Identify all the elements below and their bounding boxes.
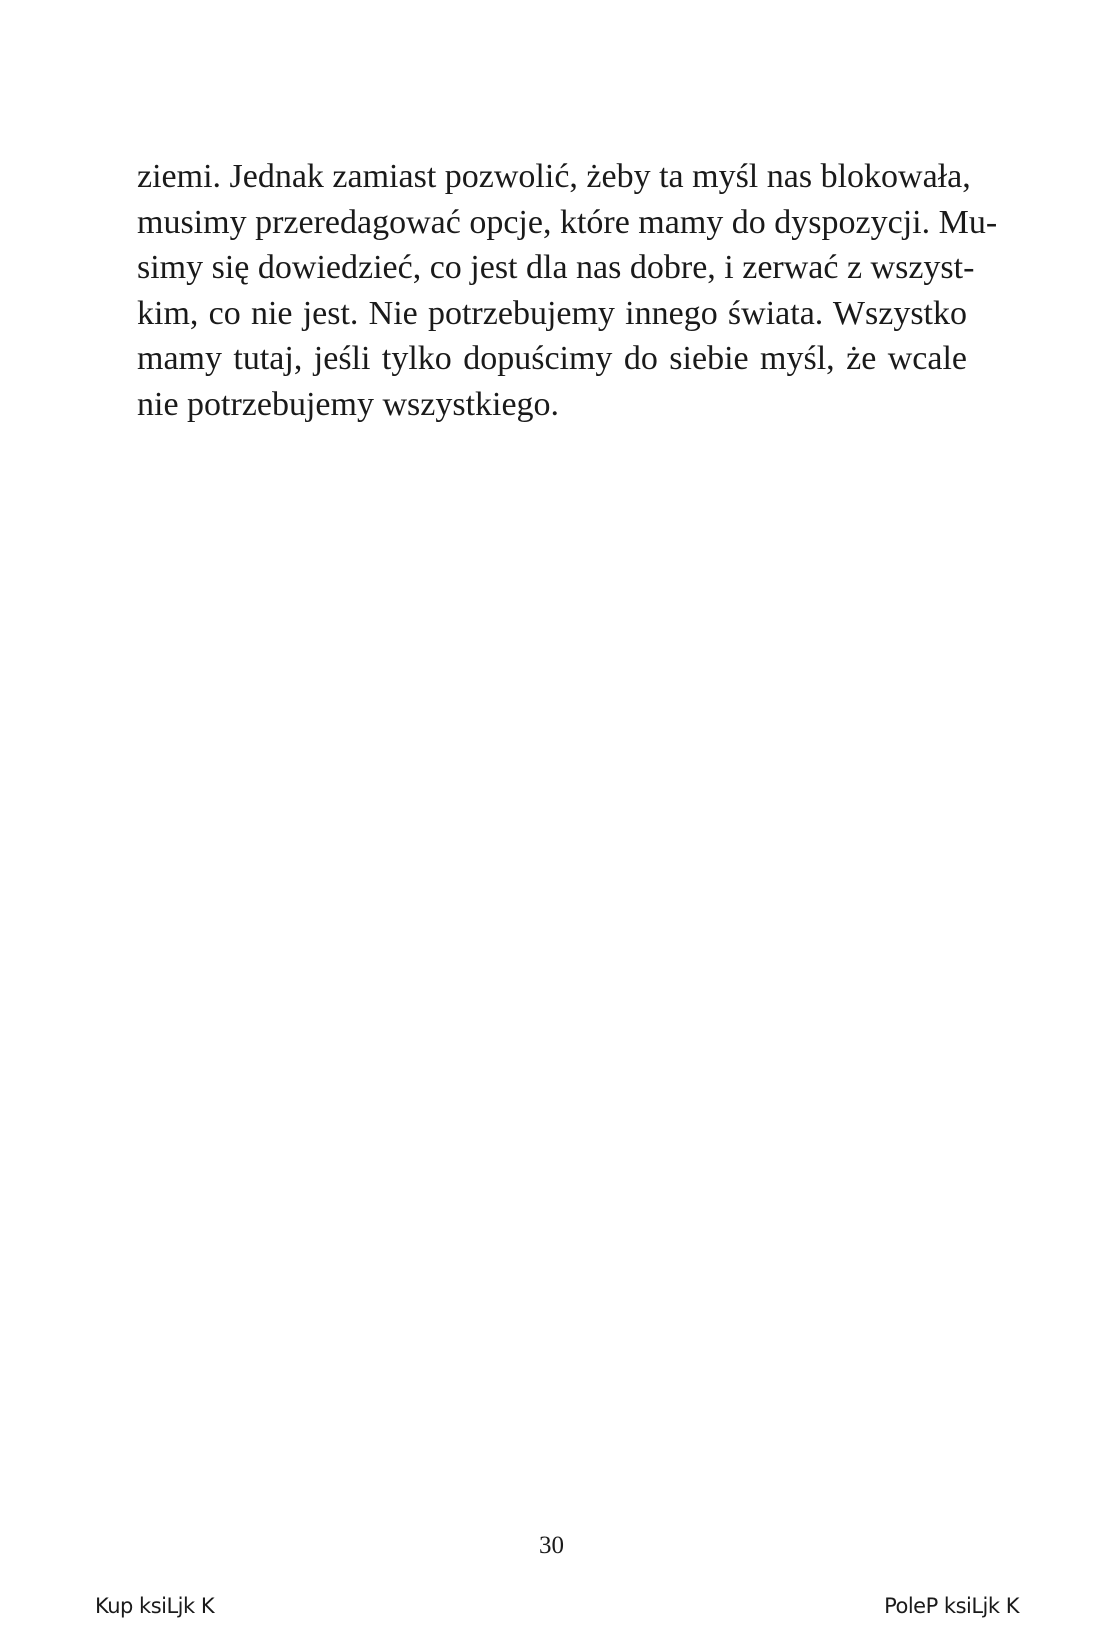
buy-book-link[interactable]: Kup ksiLjk K [95, 1594, 215, 1618]
text-line-3: simy się dowiedzieć, co jest dla nas dobre, i zerwać z wszyst- [137, 249, 975, 287]
text-line-5: mamy tutaj, jeśli tylko dopuścimy do siebie myśl, że wcale [137, 340, 967, 378]
paragraph [137, 154, 998, 428]
text-line-1: ziemi. Jednak zamiast pozwolić, żeby ta myśl nas blokowała, [137, 158, 971, 195]
text-line-4: kim, co nie jest. Nie potrzebujemy innego świata. Wszystko [137, 294, 967, 332]
recommend-book-link[interactable]: PoleP ksiLjk K [884, 1594, 1019, 1618]
page-number: 30 [539, 1532, 564, 1559]
text-line-2: musimy przeredagować opcje, które mamy do dyspozycji. Mu- [137, 203, 998, 241]
text-line-6: nie potrzebujemy wszystkiego. [137, 385, 560, 423]
